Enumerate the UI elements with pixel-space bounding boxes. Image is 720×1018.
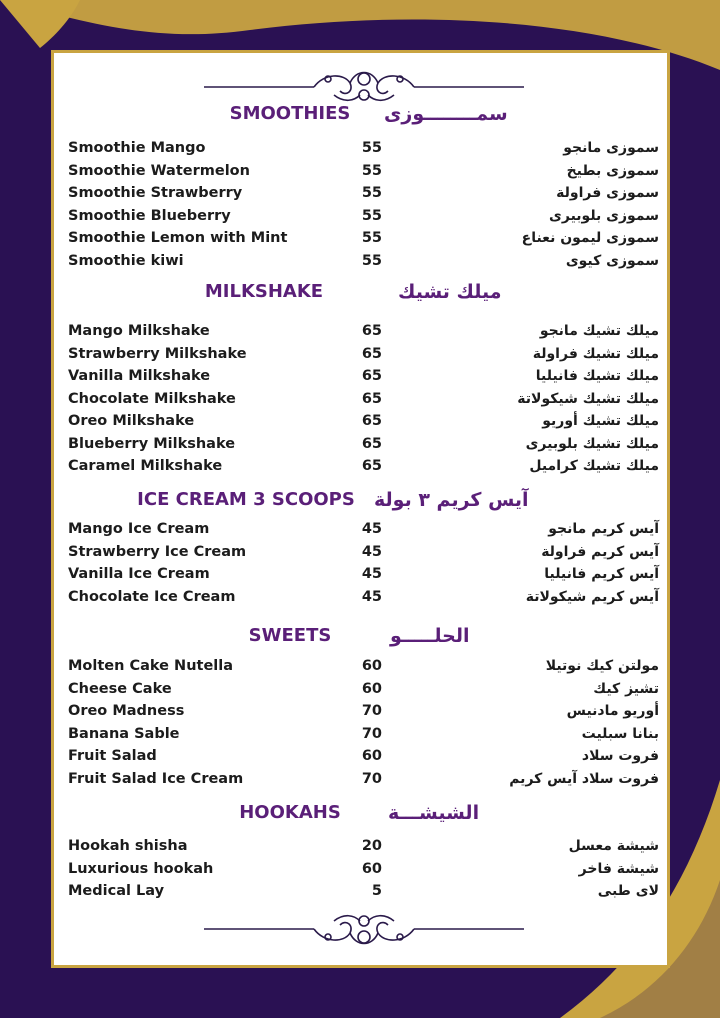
item-name-en: Strawberry Ice Cream (68, 543, 247, 560)
menu-item (54, 521, 673, 543)
menu-item (54, 323, 673, 345)
item-name-en: Chocolate Milkshake (68, 390, 236, 407)
item-name-ar: ميلك تشيك كراميل (529, 458, 659, 474)
item-price: 55 (361, 252, 382, 269)
item-price: 45 (361, 543, 382, 560)
menu-item (54, 253, 673, 275)
section-heading (54, 103, 673, 133)
menu-item (54, 748, 673, 770)
section-heading (54, 625, 673, 655)
menu-item (54, 208, 673, 230)
item-name-en: Mango Ice Cream (68, 521, 210, 537)
item-name-ar: مولتن كيك نوتيلا (545, 658, 659, 674)
item-name-en: Medical Lay (68, 883, 165, 899)
item-name-en: Smoothie kiwi (68, 252, 184, 269)
item-name-en: Cheese Cake (68, 680, 172, 697)
menu-item (54, 230, 673, 252)
menu-item (54, 163, 673, 185)
item-name-en: Smoothie Mango (68, 140, 206, 156)
section-title-ar: سمــــــــوزى (384, 103, 508, 125)
section-heading (54, 802, 673, 832)
ornament-bottom-divider (204, 911, 524, 951)
item-price: 60 (361, 658, 382, 674)
item-name-ar: آيس كريم شيكولاتة (525, 588, 659, 605)
item-price: 70 (361, 703, 382, 719)
item-name-en: Strawberry Milkshake (68, 345, 247, 362)
section-title-ar: الحلـــــو (390, 625, 470, 647)
item-price: 65 (361, 345, 382, 362)
item-name-ar: سموزى مانجو (563, 140, 659, 156)
section-title-ar: الشيشـــة (388, 802, 480, 824)
item-name-ar: ميلك تشيك فراولة (532, 345, 659, 362)
section-heading (54, 489, 673, 519)
item-name-ar: شيشة فاخر (578, 860, 659, 877)
item-price: 5 (371, 883, 382, 899)
item-name-ar: لاى طبى (597, 883, 659, 899)
item-price: 65 (361, 390, 382, 407)
item-name-ar: فروت سلاد آيس كريم (509, 770, 659, 787)
menu-item (54, 140, 673, 162)
menu-item (54, 544, 673, 566)
item-name-en: Molten Cake Nutella (68, 658, 234, 674)
item-price: 65 (361, 435, 382, 452)
item-name-ar: فروت سلاد (581, 748, 659, 764)
item-name-ar: ميلك تشيك مانجو (539, 323, 659, 339)
item-price: 60 (361, 748, 382, 764)
item-price: 60 (361, 680, 382, 697)
section-title-en: HOOKAHS (239, 802, 341, 823)
item-price: 45 (361, 521, 382, 537)
item-name-en: Hookah shisha (68, 838, 188, 854)
menu-item (54, 681, 673, 703)
item-name-en: Smoothie Lemon with Mint (68, 230, 288, 246)
item-price: 45 (361, 566, 382, 582)
item-name-en: Oreo Madness (68, 703, 185, 719)
item-price: 70 (361, 770, 382, 787)
menu-item (54, 838, 673, 860)
menu-item (54, 589, 673, 611)
item-price: 55 (361, 185, 382, 201)
item-name-en: Banana Sable (68, 725, 180, 742)
item-name-ar: بنانا سبليت (581, 725, 659, 742)
item-name-ar: سموزى فراولة (556, 185, 659, 201)
item-price: 65 (361, 368, 382, 384)
menu-item (54, 658, 673, 680)
item-name-ar: آيس كريم مانجو (548, 521, 659, 537)
item-name-en: Fruit Salad Ice Cream (68, 770, 244, 787)
item-name-ar: ميلك تشيك فانيليا (535, 368, 659, 384)
menu-item (54, 368, 673, 390)
item-name-en: Fruit Salad (68, 748, 157, 764)
item-name-en: Luxurious hookah (68, 860, 214, 877)
item-name-en: Smoothie Strawberry (68, 185, 243, 201)
section-title-ar: ميلك تشيك (398, 281, 502, 303)
menu-item (54, 458, 673, 480)
section-title-en: SMOOTHIES (229, 103, 351, 124)
section-title-en: ICE CREAM 3 SCOOPS (137, 489, 355, 510)
menu-item (54, 703, 673, 725)
menu-item (54, 436, 673, 458)
menu-item (54, 346, 673, 368)
item-name-en: Vanilla Milkshake (68, 368, 211, 384)
item-price: 20 (361, 838, 382, 854)
item-price: 55 (361, 230, 382, 246)
item-price: 55 (361, 162, 382, 179)
item-name-ar: سموزى بلوبيرى (549, 207, 659, 224)
ornament-top-divider (204, 65, 524, 105)
section-title-en: SWEETS (248, 625, 332, 646)
menu-item (54, 566, 673, 588)
item-name-ar: ميلك تشيك شيكولاتة (517, 390, 659, 407)
item-name-ar: أوريو مادنيس (566, 703, 659, 719)
item-price: 55 (361, 207, 382, 224)
menu-item (54, 861, 673, 883)
section-title-en: MILKSHAKE (204, 281, 324, 302)
item-name-ar: سموزى كيوى (565, 252, 659, 269)
menu-item (54, 883, 673, 905)
item-name-en: Smoothie Blueberry (68, 207, 231, 224)
item-name-en: Vanilla Ice Cream (68, 566, 210, 582)
item-name-en: Oreo Milkshake (68, 413, 195, 429)
menu-item (54, 391, 673, 413)
section-heading (54, 281, 673, 311)
item-price: 60 (361, 860, 382, 877)
item-name-en: Caramel Milkshake (68, 458, 223, 474)
item-name-en: Smoothie Watermelon (68, 162, 250, 179)
item-name-en: Mango Milkshake (68, 323, 210, 339)
item-name-ar: تشيز كيك (593, 680, 659, 697)
menu-item (54, 771, 673, 793)
item-name-ar: شيشة معسل (568, 838, 659, 854)
item-price: 55 (361, 140, 382, 156)
item-name-ar: ميلك تشيك أوريو (542, 413, 659, 429)
item-price: 70 (361, 725, 382, 742)
section-title-ar: آيس كريم ٣ بولة (374, 489, 529, 511)
item-price: 65 (361, 323, 382, 339)
item-name-ar: ميلك تشيك بلوبيرى (525, 435, 659, 452)
item-price: 45 (361, 588, 382, 605)
menu-item (54, 413, 673, 435)
menu-card (51, 50, 670, 968)
item-name-ar: سموزى بطيخ (566, 162, 659, 179)
item-name-ar: آيس كريم فانيليا (544, 566, 659, 582)
item-name-ar: سموزى ليمون نعناع (521, 230, 659, 246)
menu-item (54, 185, 673, 207)
item-name-ar: آيس كريم فراولة (541, 543, 659, 560)
item-price: 65 (361, 458, 382, 474)
item-price: 65 (361, 413, 382, 429)
item-name-en: Chocolate Ice Cream (68, 588, 236, 605)
menu-item (54, 726, 673, 748)
item-name-en: Blueberry Milkshake (68, 435, 236, 452)
